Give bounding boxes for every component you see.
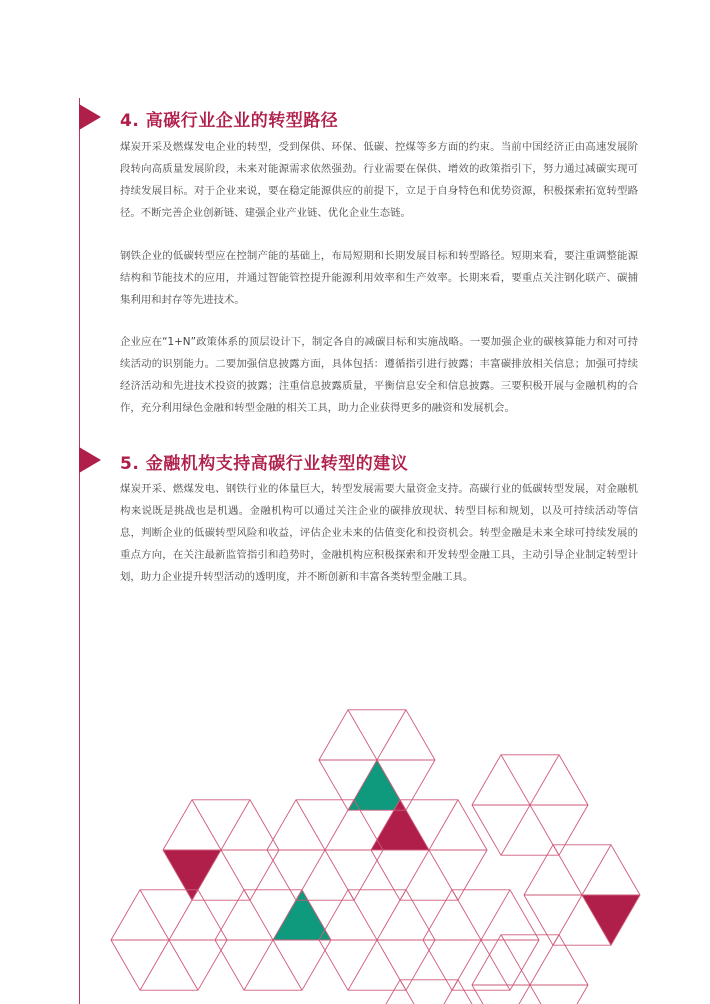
accent-triangle-green	[348, 760, 406, 810]
accent-triangle-red	[163, 850, 221, 900]
hexagon-spoke	[501, 935, 559, 1004]
accent-triangle-red	[582, 895, 640, 945]
section-5-arrow-icon	[79, 447, 101, 473]
hexagon-spoke	[501, 935, 559, 1004]
section-4-paragraph-3: 企业应在“1+N”政策体系的顶层设计下，制定各自的减碳目标和实施战略。一要加强企业的碳核算能力和对可持续活动的识别能力。二要加强信息披露方面，具体包括：遵循指引进行披露；丰富碳排放相关信息；加强可持续经济活动和先进技术投资的披露；注重信息披露质量，平衡信息安全和信息披露。三要积极开展与金融机构的合作，充分利用绿色金融和转型金融的相关工具，助力企业获得更多的融资和发展机会。	[120, 336, 638, 414]
hexagon-spoke	[400, 980, 458, 1004]
decorative-hexagon-pattern	[0, 700, 710, 1004]
section-5-title: 5. 金融机构支持高碳行业转型的建议	[120, 454, 409, 474]
section-5-paragraph-1: 煤炭开采、燃煤发电、钢铁行业的体量巨大，转型发展需要大量资金支持。高碳行业的低碳转型发展，对金融机构来说既是挑战也是机遇。金融机构可以通过关注企业的碳排放现状、转型目标和规划，以及可持续活动等信息，判断企业的低碳转型风险和收益，评估企业未来的估值变化和投资机会。转型金融是未来全球可持续发展的重点方向，在关注最新监管指引和趋势时，金融机构应积极探索和开发转型金融工具，主动引导企业制定转型计划，助力企业提升转型活动的透明度，并不断创新和丰富各类转型金融工具。	[120, 483, 638, 583]
hexagon-outline	[371, 980, 487, 1004]
section-4-arrow-icon	[79, 104, 101, 130]
section-4-title: 4. 高碳行业企业的转型路径	[120, 111, 339, 131]
section-4-paragraph-1: 煤炭开采及燃煤发电企业的转型，受到保供、环保、低碳、控煤等多方面的约束。当前中国经济正由高速发展阶段转向高质量发展阶段，未来对能源需求依然强劲。行业需要在保供、增效的政策指引下，努力通过减碳实现可持续发展目标。对于企业来说，要在稳定能源供应的前提下，立足于自身特色和优势资源，积极探索拓宽转型路径。不断完善企业创新链、建强企业产业链、优化企业生态链。	[120, 141, 638, 219]
accent-triangle-green	[273, 890, 331, 940]
section-4-paragraph-2: 钢铁企业的低碳转型应在控制产能的基础上，布局短期和长期发展目标和转型路径。短期来看，要注重调整能源结构和节能技术的应用，并通过智能管控提升能源利用效率和生产效率。长期来看，要重点关注钢化联产、碳捕集利用和封存等先进技术。	[120, 250, 638, 306]
hexagon-spoke	[400, 980, 458, 1004]
